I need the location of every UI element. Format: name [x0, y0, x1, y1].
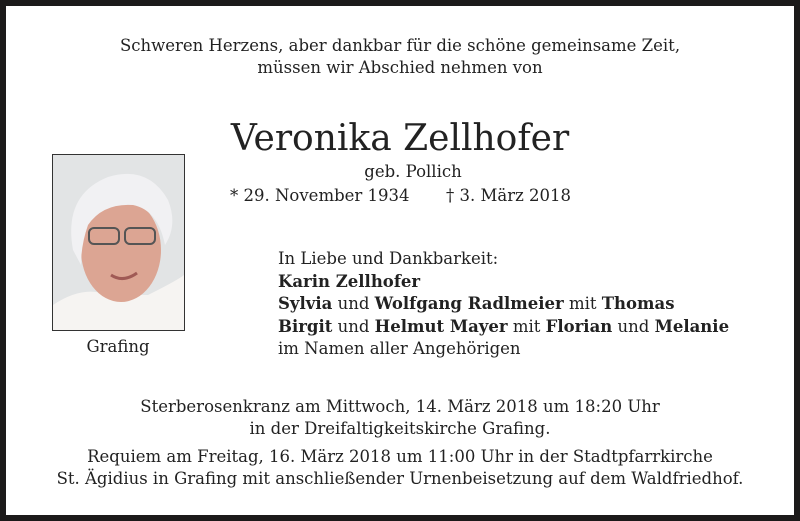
- conjunction: und: [332, 294, 375, 313]
- intro-line-1: Schweren Herzens, aber dankbar für die schöne gemeinsame Zeit,: [119, 36, 681, 55]
- family-closing: im Namen aller Angehörigen: [278, 339, 521, 358]
- service-line-2: in der Dreifaltigkeitskirche Grafing.: [249, 419, 551, 438]
- conjunction: und: [612, 316, 655, 336]
- maiden-name-text: geb. Pollich: [364, 162, 462, 181]
- portrait-photo: [52, 154, 185, 331]
- family-line-2: [278, 293, 729, 316]
- family-heading: In Liebe und Dankbarkeit:: [278, 249, 499, 268]
- birth-date: * 29. November 1934: [230, 186, 410, 205]
- family-list: [278, 248, 729, 361]
- mourner-name: Melanie: [654, 316, 730, 336]
- service-line-1: Sterberosenkranz am Mittwoch, 14. März 2018 um 18:20 Uhr: [140, 397, 660, 416]
- family-line-1: [278, 271, 729, 294]
- conjunction: mit: [563, 294, 602, 313]
- mourner-name: Wolfgang Radlmeier: [374, 294, 564, 313]
- deceased-name: Veronika Zellhofer: [230, 118, 570, 159]
- conjunction: mit: [507, 316, 546, 336]
- death-date: † 3. März 2018: [446, 186, 572, 205]
- portrait-image: [53, 155, 184, 330]
- service-line-3: Requiem am Freitag, 16. März 2018 um 11:00 Uhr in der Stadtpfarrkirche: [87, 447, 713, 466]
- conjunction: und: [332, 316, 375, 336]
- mourner-name: Florian: [545, 316, 613, 336]
- mourner-name: Helmut Mayer: [374, 316, 508, 336]
- family-line-3: [278, 316, 729, 339]
- mourner-name: Sylvia: [278, 294, 333, 313]
- service-line-4: St. Ägidius in Grafing mit anschließender Urnenbeisetzung auf dem Waldfriedhof.: [56, 469, 744, 488]
- mourner-name: Birgit: [278, 316, 333, 336]
- mourner-name: Thomas: [601, 294, 675, 313]
- photo-caption: Grafing: [86, 337, 150, 356]
- mourner-name: Karin Zellhofer: [278, 271, 421, 291]
- intro-line-2: müssen wir Abschied nehmen von: [257, 58, 543, 77]
